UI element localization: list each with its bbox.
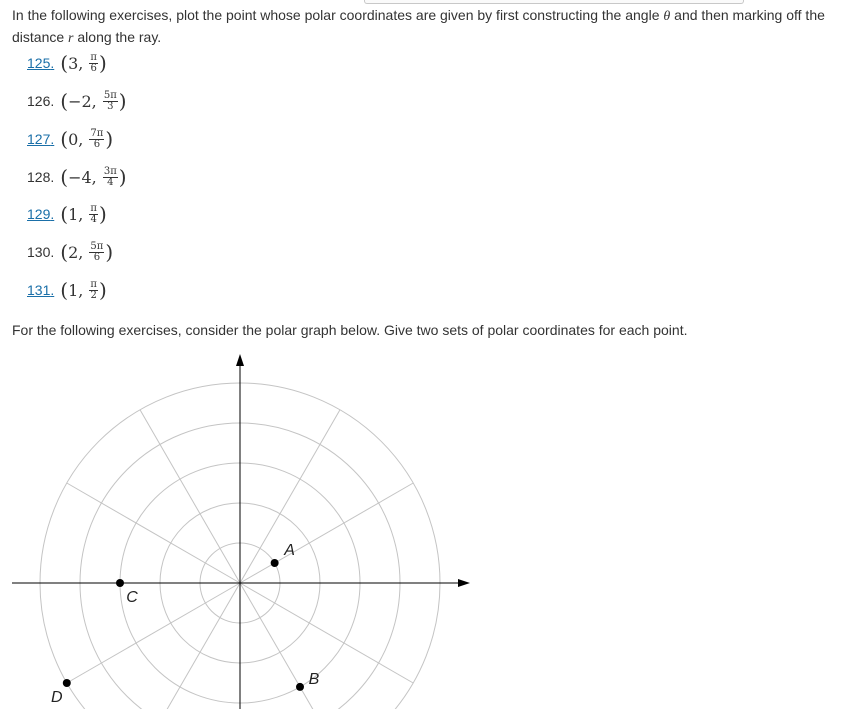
polar-coordinate: ( 1 , $\frac{\pi}{4}$ ) — [60, 202, 107, 226]
fraction-denominator: 6 — [93, 138, 101, 150]
exercise-number-text: 125 — [27, 55, 51, 71]
theta-fraction — [89, 204, 98, 225]
exercise-131 — [27, 275, 107, 305]
fraction-numerator: 7π — [90, 127, 104, 139]
x-axis-arrow — [458, 579, 470, 587]
exercise-number-text: 130 — [27, 244, 51, 260]
r-value: 0 — [68, 129, 79, 149]
polar-coordinate: ( 2 , $\frac{5\pi}{6}$ ) — [60, 240, 114, 264]
polar-coordinate: ( 1 , $\frac{\pi}{2}$ ) — [60, 278, 107, 302]
exercise-number-link[interactable]: 127. — [27, 131, 55, 147]
point-label-a: A — [284, 542, 295, 559]
exercise-number-text: 128 — [27, 169, 51, 185]
polar-coordinate: ( −2 , $\frac{5\pi}{3}$ ) — [60, 89, 127, 113]
grid-spoke — [67, 583, 240, 683]
exercise-127 — [27, 124, 113, 154]
exercise-128 — [27, 162, 127, 192]
polar-coordinate: ( −4 , $\frac{3\pi}{4}$ ) — [60, 165, 127, 189]
polar-coordinate: ( 0 , $\frac{7\pi}{6}$ ) — [60, 127, 114, 151]
r-value: −2 — [68, 91, 92, 111]
top-panel-edge — [364, 0, 744, 4]
point-b — [296, 683, 304, 691]
fraction-denominator: 2 — [90, 289, 97, 301]
grid-spoke — [240, 483, 413, 583]
fraction-numerator: π — [90, 278, 97, 290]
grid-spoke — [67, 483, 240, 583]
exercise-125 — [27, 48, 107, 78]
r-symbol: r — [68, 31, 74, 46]
exercise-number: 130. — [27, 244, 55, 260]
fraction-denominator: 6 — [90, 62, 97, 74]
fraction-numerator: 5π — [90, 240, 104, 252]
instruction-text: along the ray. — [73, 29, 162, 45]
theta-symbol: θ — [663, 9, 671, 24]
fraction-denominator: 3 — [107, 100, 114, 112]
exercise-number: 128. — [27, 169, 55, 185]
exercise-number: 126. — [27, 93, 55, 109]
exercise-instructions — [12, 5, 832, 49]
theta-fraction — [103, 91, 118, 112]
point-label-b: B — [308, 670, 320, 688]
instruction-text: In the following exercises, plot the point whose polar coordinates are given by first constructing the angle — [12, 7, 664, 23]
instruction-text: and then marking off the distance — [12, 7, 825, 45]
point-c — [116, 579, 124, 587]
r-value: 3 — [68, 53, 79, 73]
fraction-denominator: 4 — [107, 176, 114, 188]
exercise-number-text: 126 — [27, 93, 51, 109]
r-value: 2 — [68, 242, 79, 262]
r-value: 1 — [68, 204, 79, 224]
theta-fraction — [103, 167, 118, 188]
polar-coordinate: ( 3 , $\frac{\pi}{6}$ ) — [60, 51, 107, 75]
exercise-number-link[interactable]: 125. — [27, 55, 55, 71]
fraction-numerator: π — [90, 51, 97, 63]
exercise-number-text: 127 — [27, 131, 51, 147]
theta-fraction — [89, 280, 98, 301]
point-d — [63, 679, 71, 687]
grid-spoke — [240, 583, 413, 683]
fraction-denominator: 4 — [90, 213, 97, 225]
fraction-numerator: 5π — [103, 89, 117, 101]
point-a — [271, 559, 279, 567]
exercise-number-text: 131 — [27, 282, 51, 298]
theta-fraction — [89, 53, 98, 74]
exercise-number-link[interactable]: 131. — [27, 282, 55, 298]
exercise-129 — [27, 199, 107, 229]
r-value: 1 — [68, 280, 79, 300]
point-label-c: C — [126, 589, 138, 606]
fraction-numerator: 3π — [103, 165, 117, 177]
polar-graph-instructions: For the following exercises, consider the polar graph below. Give two sets of polar coordinates for each point. — [12, 322, 688, 338]
grid-spoke — [140, 410, 240, 583]
exercise-number-link[interactable]: 129. — [27, 206, 55, 222]
fraction-denominator: 6 — [93, 251, 101, 263]
theta-fraction — [89, 129, 104, 150]
r-value: −4 — [68, 167, 92, 187]
point-label-d: D — [51, 689, 63, 706]
exercise-126 — [27, 86, 127, 116]
y-axis-arrow — [236, 354, 244, 366]
theta-fraction — [89, 242, 104, 263]
exercise-130 — [27, 237, 113, 267]
exercise-number-text: 129 — [27, 206, 51, 222]
fraction-numerator: π — [90, 202, 97, 214]
polar-graph — [0, 345, 480, 709]
